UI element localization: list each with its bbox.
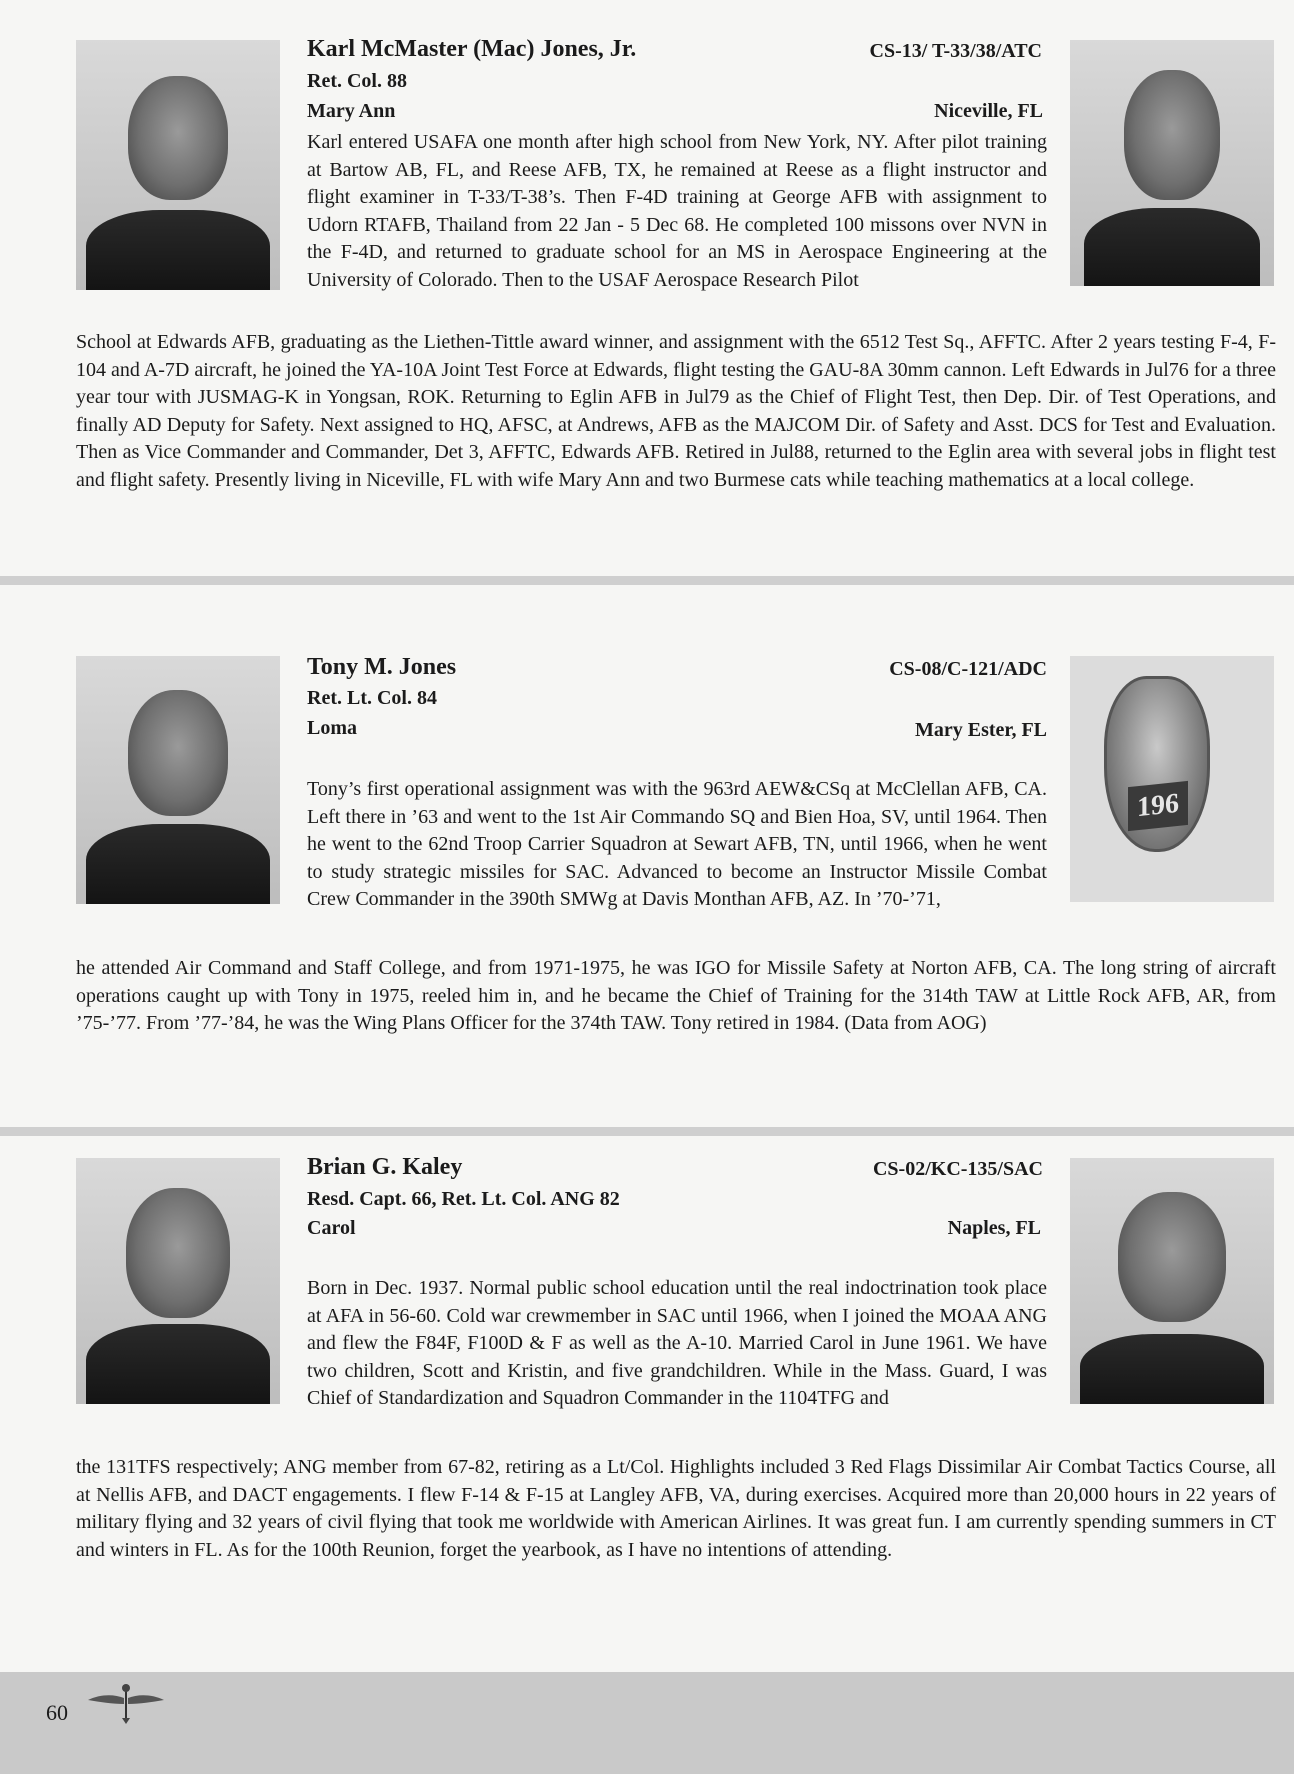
entry3-location: Naples, FL bbox=[947, 1217, 1041, 1239]
section-divider-1 bbox=[0, 576, 1294, 585]
air-force-wings-icon bbox=[86, 1680, 166, 1726]
entry3-cadet-photo bbox=[76, 1158, 280, 1404]
entry1-bio-narrow: Karl entered USAFA one month after high school from New York, NY. After pilot training at Bartow AB, FL, and Reese AFB, TX, he remained at Reese as a flight instructor and flight examiner in T-33/T-38’s. Then F-4D training at George AFB with assignment to Udorn RTAFB, Thailand from 22 Jan - 5 Dec 68. He completed 100 missons over NVN in the F-4D, and returned to graduate school for an MS in Aerospace Engineering at the University of Colorado. Then to the USAF Aerospace Research Pilot bbox=[307, 131, 1047, 291]
entry1-spouse: Mary Ann bbox=[307, 100, 396, 122]
section-divider-2 bbox=[0, 1127, 1294, 1136]
entry1-bio-wide: School at Edwards AFB, graduating as the Liethen-Tittle award winner, and assignment with the 6512 Test Sq., AFFTC. After 2 years testing F-4, F-104 and A-7D aircraft, he joined the YA-10A Joint Test Force at Edwards, flight testing the GAU-8A 30mm cannon. Left Edwards in Jul76 for a three year tour with JUSMAG-K in Yongsan, ROK. Returning to Eglin AFB in Jul79 as the Chief of Flight Test, then Dep. Dir. of Test Operations, and finally AD Deputy for Safety. Next assigned to HQ, AFSC, at Andrews, AFB as the MAJCOM Dir. of Safety and Asst. DCS for Test and Evaluation. Then as Vice Commander and Commander, Det 3, AFFTC, Edwards AFB. Retired in Jul88, returned to the Eglin area with several jobs in flight test and flight safety. Presently living in Niceville, FL with wife Mary Ann and two Burmese cats while teaching mathematics at a local college. bbox=[76, 331, 1276, 491]
entry2-name: Tony M. Jones bbox=[307, 654, 457, 680]
entry3-rank: Resd. Capt. 66, Ret. Lt. Col. ANG 82 bbox=[307, 1188, 620, 1210]
entry1-name: Karl McMaster (Mac) Jones, Jr. bbox=[307, 36, 637, 62]
entry2-class-ring-photo bbox=[1070, 656, 1274, 902]
page-number: 60 bbox=[46, 1700, 68, 1725]
page-footer-band bbox=[0, 1672, 1294, 1774]
entry3-bio-wide: the 131TFS respectively; ANG member from 67-82, retiring as a Lt/Col. Highlights included 3 Red Flags Dissimilar Air Combat Tactics Course, all at Nellis AFB, and DACT engagements. I flew F-14 & F-15 at Langley AFB, VA, during exercises. Acquired more than 20,000 hours in 22 years of military flying and 32 years of civil flying that took me worldwide with American Airlines. It was great fun. I am currently spending summers in CT and winters in FL. As for the 100th Reunion, forget the yearbook, as I have no intentions of attending. bbox=[76, 1456, 1276, 1561]
entry2-cadet-photo bbox=[76, 656, 280, 904]
entry1-current-photo bbox=[1070, 40, 1274, 286]
entry2-bio-wide: he attended Air Command and Staff College, and from 1971-1975, he was IGO for Missile Safety at Norton AFB, CA. The long string of aircraft operations caught up with Tony in 1975, reeled him in, and he became the Chief of Training for the 314th TAW at Little Rock AFB, AR, from ’75-’77. From ’77-’84, he was the Wing Plans Officer for the 374th TAW. Tony retired in 1984. (Data from AOG) bbox=[76, 957, 1276, 1035]
ring-year-text: 196 bbox=[1128, 781, 1188, 831]
entry3-code: CS-02/KC-135/SAC bbox=[872, 1158, 1043, 1180]
entry2-location: Mary Ester, FL bbox=[914, 719, 1047, 741]
entry1-cadet-photo bbox=[76, 40, 280, 290]
entry2-bio-narrow: Tony’s first operational assignment was with the 963rd AEW&CSq at McClellan AFB, CA. Left there in ’63 and went to the 1st Air Commando SQ and Bien Hoa, SV, until 1964. Then he went to the 62nd Troop Carrier Squadron at Sewart AFB, TN, until 1966, when he went to study strategic missiles for SAC. Advanced to become an Instructor Missile Combat Crew Commander in the 390th SMWg at Davis Monthan AFB, AZ. In ’70-’71, bbox=[307, 778, 1047, 911]
entry3-current-photo bbox=[1070, 1158, 1274, 1404]
entry2-code: CS-08/C-121/ADC bbox=[889, 658, 1047, 680]
entry3-bio-narrow: Born in Dec. 1937. Normal public school education until the real indoctrination took place at AFA in 56-60. Cold war crewmember in SAC until 1966, when I joined the MOAA ANG and flew the F84F, F100D & F as well as the A-10. Married Carol in June 1961. We have two children, Scott and Kristin, and five grandchildren. While in the Mass. Guard, I was Chief of Standardization and Squadron Commander in the 1104TFG and bbox=[307, 1277, 1047, 1410]
entry1-code: CS-13/ T-33/38/ATC bbox=[869, 40, 1042, 62]
entry2-spouse: Loma bbox=[307, 717, 357, 739]
entry3-name: Brian G. Kaley bbox=[307, 1154, 463, 1180]
entry1-location: Niceville, FL bbox=[934, 100, 1043, 122]
entry1-rank: Ret. Col. 88 bbox=[307, 70, 407, 92]
entry3-spouse: Carol bbox=[307, 1217, 356, 1239]
entry2-rank: Ret. Lt. Col. 84 bbox=[307, 687, 437, 709]
